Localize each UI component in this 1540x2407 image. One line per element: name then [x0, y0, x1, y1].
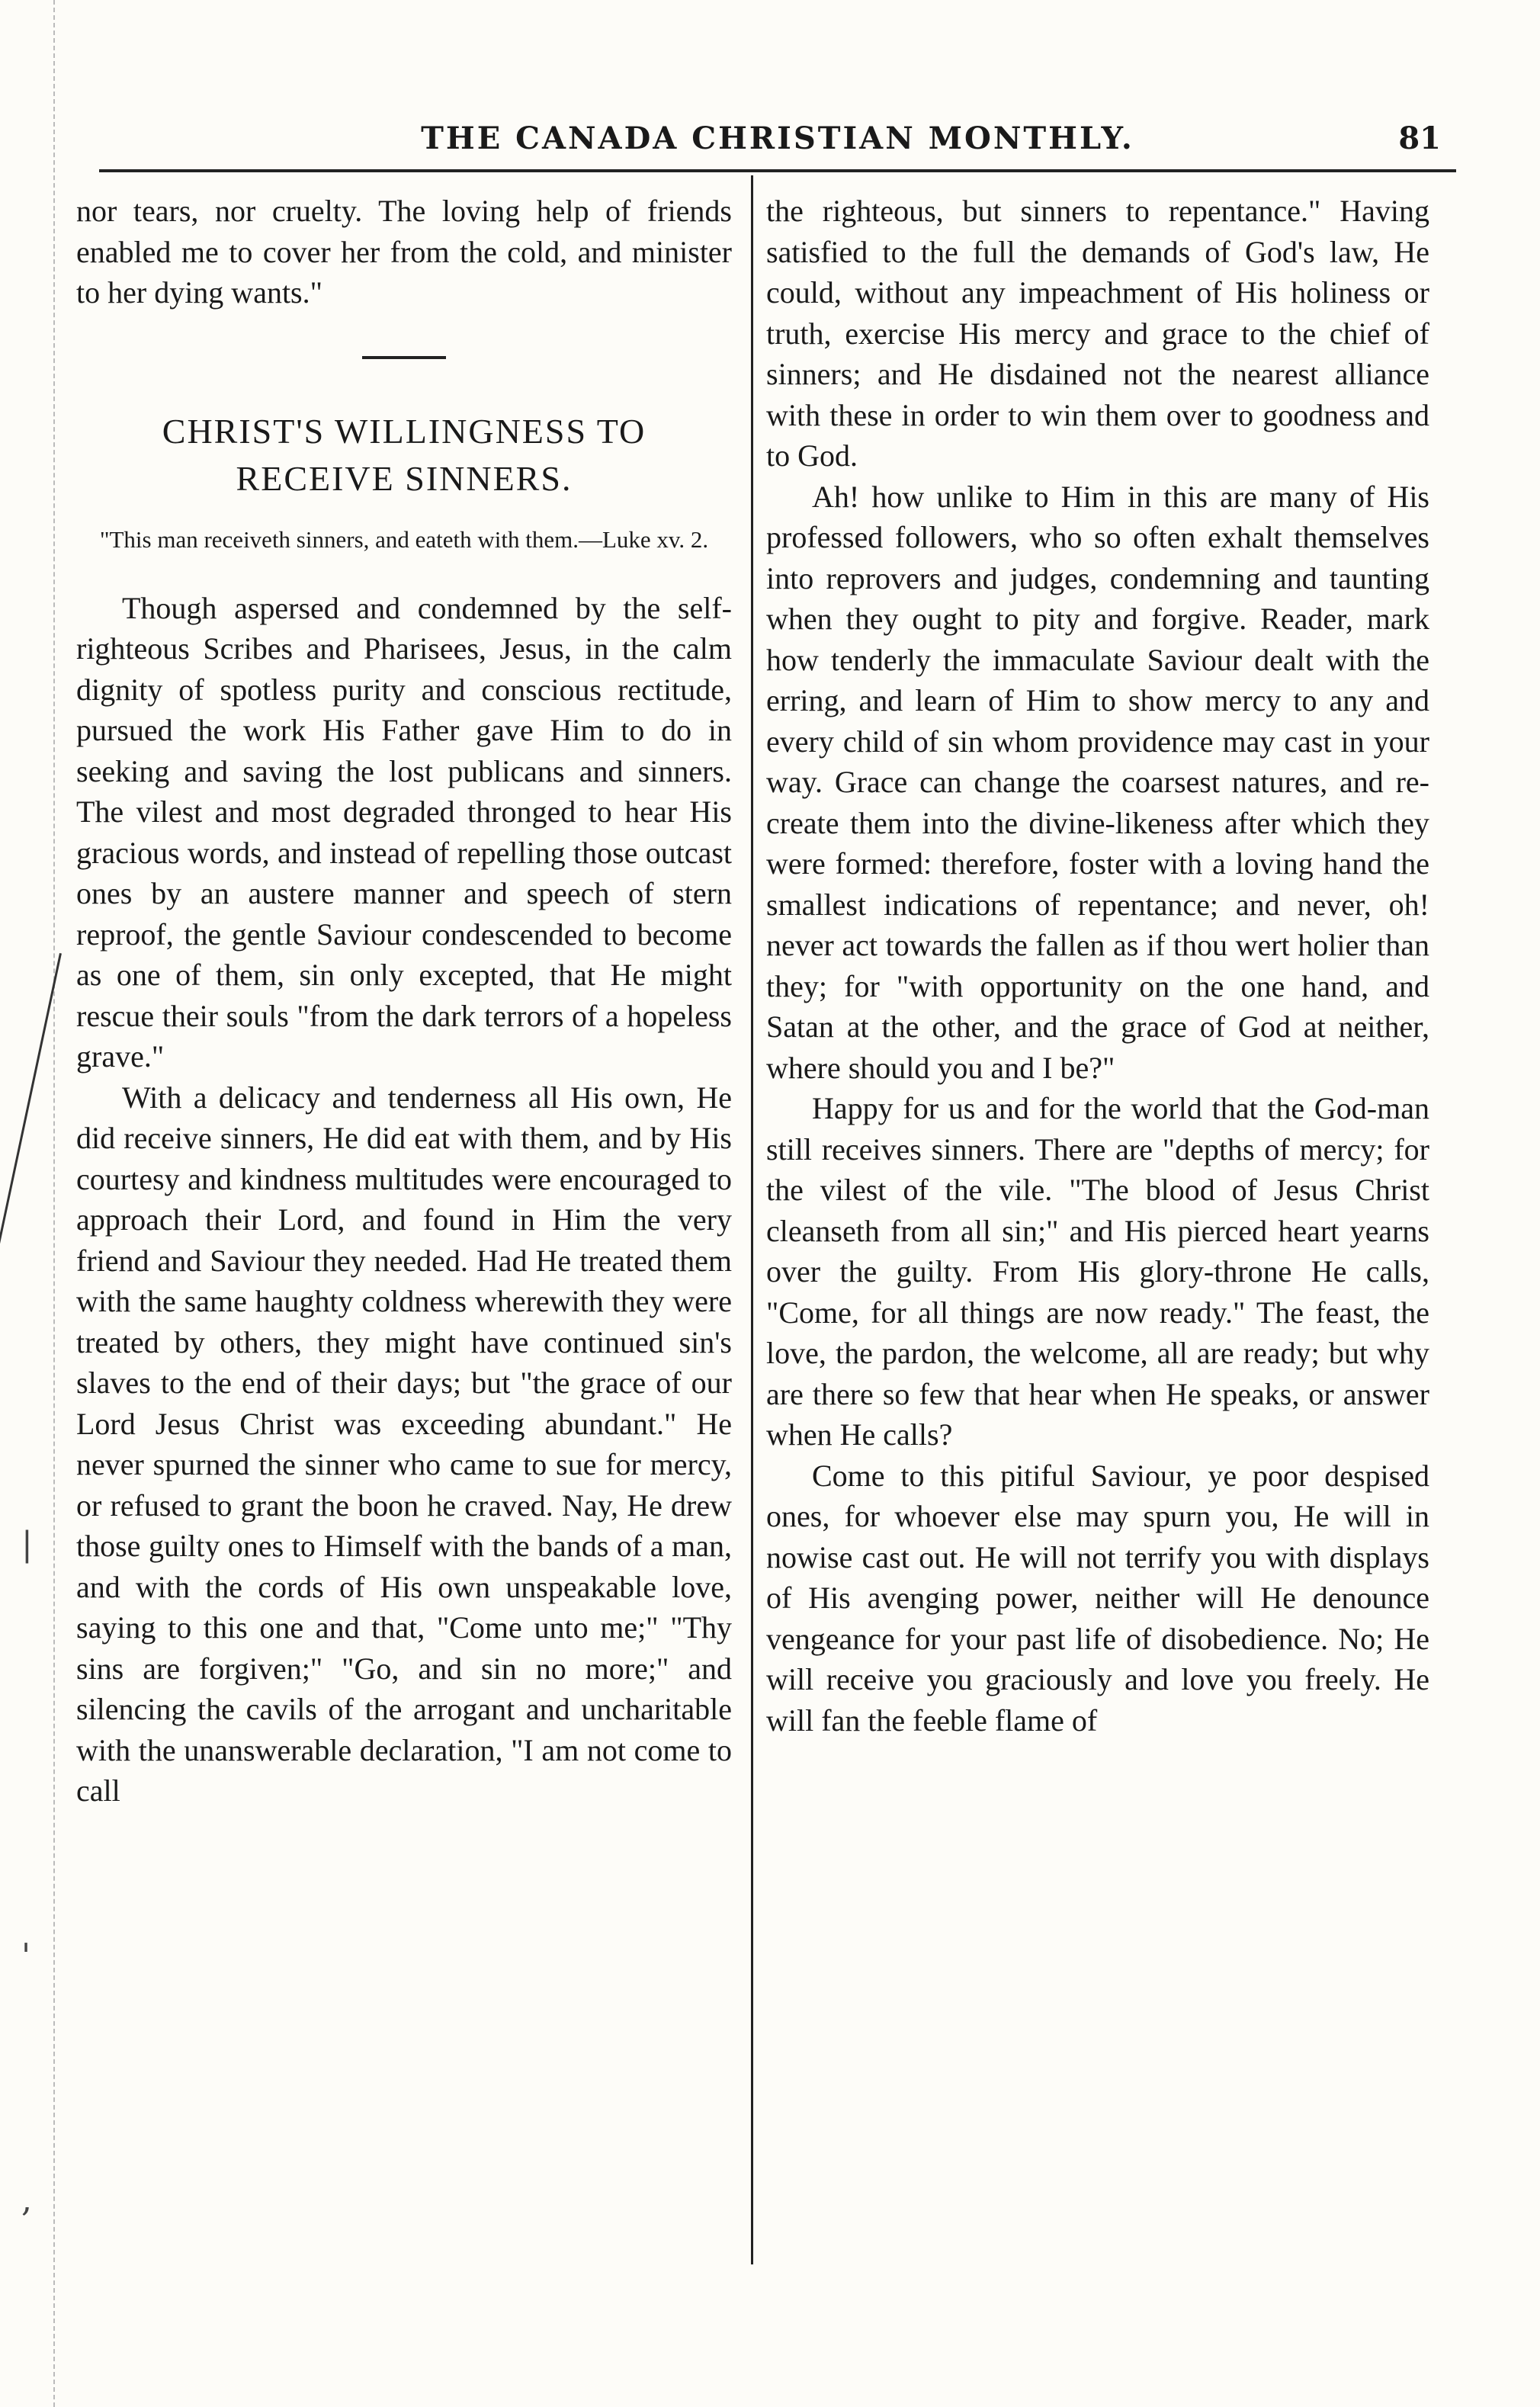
- article-title: [76, 408, 732, 502]
- body-paragraph: Ah! how unlike to Him in this are many of His professed followers, who so often exhalt themselves into reprovers and judges, condemning and taunting when they ought to pity and forgive. Reader, mark how tenderly the immaculate Saviour dealt with the erring, and learn of Him to show mercy to any and every child of sin whom providence may cast in your way. Grace can change the coarsest natures, and re-create them into the divine-likeness after which they were formed: therefore, foster with a loving hand the smallest indications of repentance; and never, oh! never act towards the fallen as if thou wert holier than they; for "with opportunity on the one hand, and Satan at the other, and the grace of God at neither, where should you and I be?": [766, 479, 1429, 1085]
- column-divider: [751, 175, 753, 2264]
- body-paragraph: Though aspersed and condemned by the self-righteous Scribes and Pharisees, Jesus, in the calm dignity of spotless purity and conscious rectitude, pursued the work His Father gave Him to do in seeking and saving the lost publicans and sinners. The vilest and most degraded thronged to hear His gracious words, and instead of repelling those outcast ones by an austere manner and speech of stern reproof, the gentle Saviour condescended to become as one of them, sin only excepted, that He might rescue their souls "from the dark terrors of a hopeless grave.": [76, 590, 732, 1074]
- right-column: [766, 191, 1429, 1741]
- margin-fragment: |: [21, 1525, 33, 1564]
- margin-fragment: ,: [21, 2181, 32, 2219]
- body-paragraph: the righteous, but sinners to repentance." Having satisfied to the full the demands of God's law, He could, without any impeachment of His holiness or truth, exercise His mercy and grace to the chief of sinners; and He disdained not the nearest alliance with these in order to win them over to goodness and to God.: [766, 194, 1429, 473]
- left-margin-strip: [8, 0, 55, 2407]
- body-paragraph: Come to this pitiful Saviour, ye poor despised ones, for whoever else may spurn you, He will in nowise cast out. He will not terrify you with displays of His avenging power, neither will He denounce vengeance for your past life of disobedience. No; He will receive you graciously and love you freely. He will fan the feeble flame of: [766, 1458, 1429, 1738]
- article-title-line: RECEIVE SINNERS.: [236, 458, 573, 498]
- running-title: THE CANADA CHRISTIAN MONTHLY.: [421, 120, 1134, 156]
- section-divider: [362, 356, 446, 359]
- article-title-line: CHRIST'S WILLINGNESS TO: [162, 411, 646, 451]
- epigraph: "This man receiveth sinners, and eateth with them.—Luke xv. 2.: [99, 525, 709, 553]
- left-column: [76, 191, 732, 1812]
- body-paragraph: Happy for us and for the world that the God-man still receives sinners. There are "depths of mercy; for the vilest of the vile. "The blood of Jesus Christ cleanseth from all sin;" and His pierced heart yearns over the guilty. From His glory-throne He calls, "Come, for all things are now ready." The feast, the love, the pardon, the welcome, all are ready; but why are there so few that hear when He speaks, or answer when He calls?: [766, 1091, 1429, 1452]
- body-paragraph: With a delicacy and tenderness all His own, He did receive sinners, He did eat with them, and by His courtesy and kindness multitudes were encouraged to approach their Lord, and found in Him the very friend and Saviour they needed. Had He treated them with the same haughty coldness wherewith they were treated by others, they might have continued sin's slaves to the end of their days; but "the grace of our Lord Jesus Christ was exceeding abundant." He never spurned the sinner who came to sue for mercy, or refused to grant the boon he craved. Nay, He drew those guilty ones to Himself with the bands of a man, and with the cords of His own unspeakable love, saying to this one and that, "Come unto me;" "Thy sins are forgiven;" "Go, and sin no more;" and silencing the cavils of the arrogant and uncharitable with the unanswerable declaration, "I am not come to call: [76, 1080, 732, 1808]
- continued-paragraph: nor tears, nor cruelty. The loving help of friends enabled me to cover her from the cold, and minister to her dying wants.": [76, 194, 732, 310]
- margin-fragment: ': [21, 1937, 31, 1975]
- page-header: [99, 114, 1456, 172]
- page-number: 81: [1398, 120, 1441, 156]
